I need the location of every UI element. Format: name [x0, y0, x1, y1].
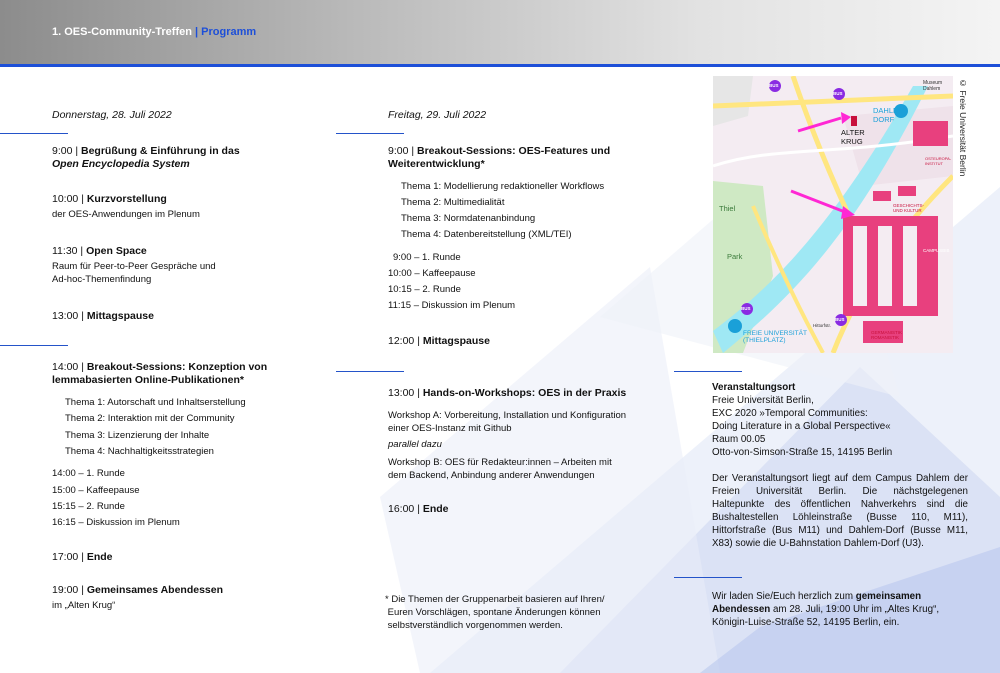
map-credit: © Freie Universität Berlin	[958, 78, 968, 177]
day1-end: 17:00 | Ende	[52, 551, 113, 563]
map-label-bus-1: BUS	[769, 83, 779, 88]
day2-round-2: 10:00 – Kaffeepause	[388, 268, 476, 279]
day2-rule-mid	[336, 371, 404, 372]
day1-intro: 10:00 | Kurzvorstellung der OES-Anwendungen im Plenum	[52, 193, 200, 220]
day1-column	[0, 0, 340, 673]
day2-workshops: 13:00 | Hands-on-Workshops: OES in der Praxis	[388, 387, 627, 399]
day2-topic-3: Thema 3: Normdatenanbindung	[401, 213, 536, 224]
day2-workshop-b: Workshop B: OES für Redakteur:innen – Arbeiten mit dem Backend, Anbindung anderer Anwendungen	[388, 457, 612, 481]
day1-round-3: 15:15 – 2. Runde	[52, 501, 125, 512]
footnote: * Die Themen der Gruppenarbeit basieren auf Ihren/ Euren Vorschlägen, spontane Änderungen können selbstverständlich vorgenommen werden.	[385, 594, 605, 631]
map-label-fu: FREIE UNIVERSITÄT (THIELPLATZ)	[743, 330, 807, 344]
venue-line-2: EXC 2020 »Temporal Communities:	[712, 408, 868, 419]
day1-round-2: 15:00 – Kaffeepause	[52, 485, 140, 496]
venue-line-1: Freie Universität Berlin,	[712, 395, 814, 406]
day1-rule-top	[0, 133, 68, 134]
day2-column	[340, 0, 670, 673]
day1-lunch: 13:00 | Mittagspause	[52, 310, 154, 322]
header-title: 1. OES-Community-Treffen | Programm	[52, 26, 257, 38]
day1-rule-mid	[0, 345, 68, 346]
map-label-alter-krug: ALTER KRUG	[841, 128, 865, 146]
map-label-park: Park	[727, 252, 743, 261]
map-graphic	[713, 76, 953, 353]
map-label-museum: Museum Dahlem	[923, 80, 943, 92]
day1-topic-3: Thema 3: Lizenzierung der Inhalte	[65, 430, 210, 441]
day2-lunch: 12:00 | Mittagspause	[388, 335, 490, 347]
venue-line-5: Otto-von-Simson-Straße 15, 14195 Berlin	[712, 447, 893, 458]
day2-topic-4: Thema 4: Datenbereitstellung (XML/TEI)	[401, 229, 572, 240]
day2-end: 16:00 | Ende	[388, 503, 449, 515]
day1-topic-2: Thema 2: Interaktion mit der Community	[65, 413, 235, 424]
campus-map	[713, 76, 953, 353]
day2-round-1: 9:00 – 1. Runde	[393, 252, 461, 263]
venue-line-3: Doing Literature in a Global Perspective«	[712, 421, 891, 432]
day1-welcome: 9:00 | Begrüßung & Einführung in das Open Encyclopedia System	[52, 145, 240, 170]
day1-topic-4: Thema 4: Nachhaltigkeitsstrategien	[65, 446, 214, 457]
venue-rule-bottom	[674, 577, 742, 578]
day2-workshop-a: Workshop A: Vorbereitung, Installation und Konfiguration einer OES-Instanz mit Github	[388, 410, 627, 434]
day2-rule-top	[336, 133, 404, 134]
day2-breakout: 9:00 | Breakout-Sessions: OES-Features und Weiterentwicklung*	[388, 145, 611, 170]
map-label-hittorf: Hittorfstr.	[813, 323, 832, 328]
venue-paragraph: Der Veranstaltungsort liegt auf dem Campus Dahlem der Freien Universität Berlin. Die nächstgelegenen Haltepunkte des öffentlichen Nahverkehrs sind die Bushaltestellen Löhleinstraße (Busse 110, M11), Hittorfstraße (Bus M11) und Dahlem-Dorf (Busse M11, X83) sowie die U-Bahnstation Dahlem-Dorf (U3).	[712, 473, 968, 549]
dinner-invitation: Wir laden Sie/Euch herzlich zum gemeinsamen Abendessen am 28. Juli, 19:00 Uhr im „Altes Krug“, Königin-Luise-Straße 52, 14195 Berlin, ein.	[712, 591, 940, 628]
day2-topic-1: Thema 1: Modellierung redaktioneller Workflows	[401, 181, 605, 192]
map-label-ost: OSTEUROPA-INSTITUT	[925, 156, 952, 166]
day1-date: Donnerstag, 28. Juli 2022	[52, 109, 172, 121]
day1-topic-1: Thema 1: Autorschaft und Inhaltserstellung	[65, 397, 246, 408]
day2-date: Freitag, 29. Juli 2022	[388, 109, 487, 121]
map-label-bus-3: BUS	[741, 306, 751, 311]
day2-round-3: 10:15 – 2. Runde	[388, 284, 461, 295]
map-label-bus-2: BUS	[833, 91, 843, 96]
venue-heading: Veranstaltungsort	[712, 382, 796, 393]
map-label-bus-4: BUS	[835, 317, 845, 322]
day1-round-4: 16:15 – Diskussion im Plenum	[52, 517, 180, 528]
day2-round-4: 11:15 – Diskussion im Plenum	[388, 300, 516, 311]
map-label-dahlem-dorf: DAHLEM- DORF	[873, 106, 907, 124]
day1-dinner: 19:00 | Gemeinsames Abendessen im „Alten Krug“	[52, 584, 224, 611]
day2-topic-2: Thema 2: Multimedialität	[401, 197, 505, 208]
map-label-germanistik: GERMANISTIK ROMANISTIK	[871, 330, 903, 340]
day1-round-1: 14:00 – 1. Runde	[52, 468, 125, 479]
venue-info	[712, 381, 968, 550]
venue-rule-top	[674, 371, 742, 372]
day2-parallel: parallel dazu	[388, 439, 442, 450]
map-label-geschichte: GESCHICHTS- UND KULTUR	[893, 203, 925, 213]
map-label-thiel: Thiel	[719, 204, 736, 213]
day1-breakout: 14:00 | Breakout-Sessions: Konzeption von lemmabasierten Online-Publikationen*	[52, 361, 268, 386]
day1-openspace: 11:30 | Open Space Raum für Peer-to-Peer Gespräche und Ad-hoc-Themenfindung	[52, 245, 216, 285]
venue-line-4: Raum 00.05	[712, 434, 766, 445]
map-label-campusbib: CAMPUSBIB	[923, 248, 950, 253]
